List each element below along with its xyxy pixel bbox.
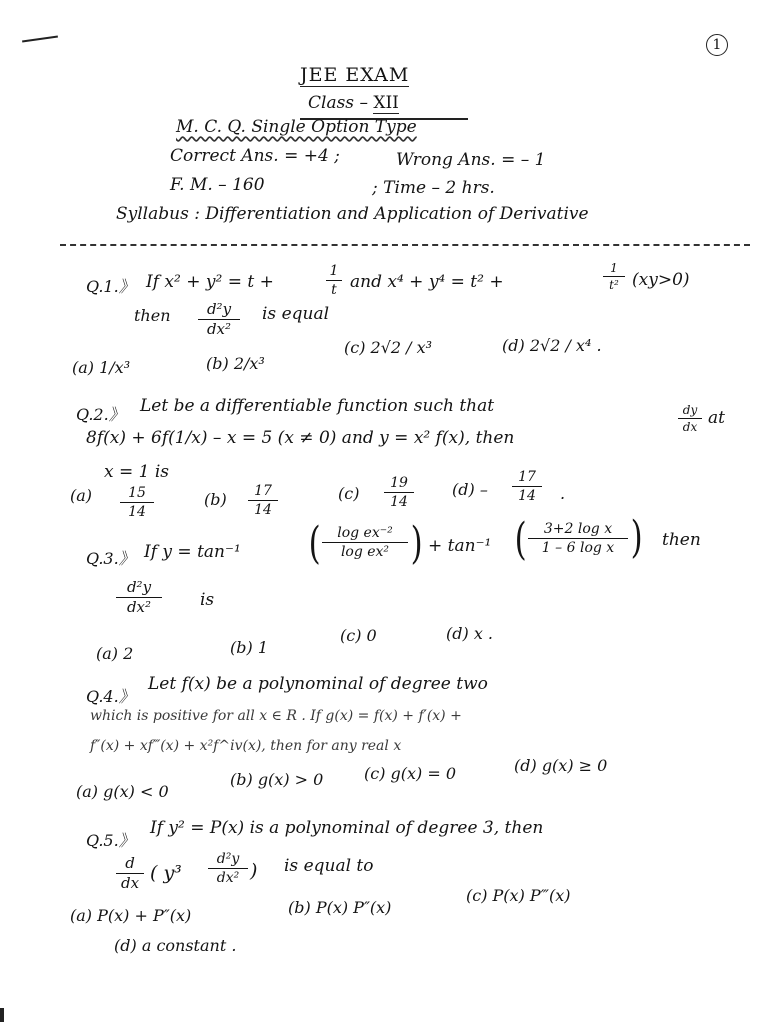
q1-is-equal: is equal [262, 304, 330, 324]
q2-line-1: Let be a differentiable function such that [140, 396, 495, 416]
q1-option-b: (b) 2/x³ [206, 354, 265, 373]
q3-paren-open-1: ( [308, 518, 321, 569]
question-type: M. C. Q. Single Option Type [176, 117, 417, 137]
class-value: XII [373, 93, 399, 113]
q3-option-b: (b) 1 [230, 638, 268, 657]
q1-condition: (xy>0) [632, 270, 690, 290]
q3-number: Q.3.》 [86, 549, 135, 568]
q5-line-1: If y² = P(x) is a polynominal of degree 3, then [150, 818, 544, 838]
exam-time: ; Time – 2 hrs. [372, 178, 495, 198]
q5-inner-left: ( y³ [150, 862, 182, 884]
q4-line-3: f″(x) + xf‴(x) + x²f^iv(x), then for any real x [90, 738, 402, 754]
q1-frac-2: 1 t² [603, 262, 625, 291]
q1-number: Q.1.》 [86, 277, 135, 296]
q5-option-c: (c) P(x) P‴(x) [466, 886, 571, 905]
q5-inner-frac: d²y dx² [208, 852, 248, 885]
q2-line-2: 8f(x) + 6f(1/x) – x = 5 (x ≠ 0) and y = x² f(x), then [86, 428, 515, 448]
q3-derivative: d²y dx² [116, 580, 162, 615]
class-line [308, 93, 399, 113]
q2-option-d-label: (d) – [452, 480, 488, 499]
q1-then: then [134, 306, 171, 325]
q3-then: then [662, 530, 701, 550]
section-divider [60, 244, 750, 246]
q1-text-1: If x² + y² = t + [146, 272, 274, 292]
marking-wrong: Wrong Ans. = – 1 [396, 150, 546, 170]
q5-option-b: (b) P(x) P″(x) [288, 898, 392, 917]
q3-paren-open-2: ( [514, 514, 527, 565]
q3-option-a: (a) 2 [96, 644, 134, 663]
q2-option-c-label: (c) [338, 484, 360, 503]
q5-d-dx: d dx [116, 856, 144, 891]
q2-option-d-end: . [560, 484, 566, 503]
q4-line-2: which is positive for all x ∈ R . If g(x) = f(x) + f′(x) + [90, 708, 462, 724]
q1-derivative: d²y dx² [198, 302, 240, 337]
class-dash: – [359, 93, 368, 113]
left-edge-mark [0, 1008, 4, 1022]
q1-frac-1: 1 t [326, 264, 342, 297]
q3-option-d: (d) x . [446, 624, 494, 643]
q2-at: at [708, 408, 725, 428]
q1-text-2: and x⁴ + y⁴ = t² + [350, 272, 504, 292]
q5-inner-right: ) [250, 860, 258, 882]
q5-number: Q.5.》 [86, 831, 135, 850]
q4-option-b: (b) g(x) > 0 [230, 770, 324, 789]
q4-option-a: (a) g(x) < 0 [76, 782, 169, 801]
q1-option-c: (c) 2√2 / x³ [344, 338, 433, 357]
q4-line-1: Let f(x) be a polynominal of degree two [148, 674, 488, 694]
q2-option-b-label: (b) [204, 490, 227, 509]
q3-paren-close-2: ) [630, 512, 643, 563]
q2-option-b-frac: 17 14 [248, 484, 278, 517]
q3-frac-1: log ex⁻² log ex² [322, 526, 408, 559]
q2-number: Q.2.》 [76, 405, 125, 424]
q2-option-d-frac: 17 14 [512, 470, 542, 503]
q1-option-a: (a) 1/x³ [72, 358, 131, 377]
page-number: 1 [706, 34, 728, 56]
q5-equal-to: is equal to [284, 856, 374, 876]
q2-line-3: x = 1 is [104, 462, 170, 482]
full-marks: F. M. – 160 [170, 175, 265, 195]
q3-option-c: (c) 0 [340, 626, 377, 645]
q3-paren-close-1: ) [410, 518, 423, 569]
q3-plus-tan: + tan⁻¹ [428, 536, 492, 556]
q3-if-y: If y = tan⁻¹ [144, 542, 241, 562]
corner-mark [22, 36, 58, 43]
q3-is: is [200, 590, 215, 610]
q3-frac-2: 3+2 log x 1 – 6 log x [528, 522, 628, 555]
syllabus: Syllabus : Differentiation and Application of Derivative [116, 204, 589, 224]
q4-number: Q.4.》 [86, 687, 135, 706]
q2-option-a-label: (a) [70, 486, 93, 505]
class-label: Class [308, 93, 355, 113]
q2-dydx: dy dx [678, 404, 702, 433]
q2-option-c-frac: 19 14 [384, 476, 414, 509]
q4-option-c: (c) g(x) = 0 [364, 764, 457, 783]
q2-option-a-frac: 15 14 [120, 486, 154, 519]
exam-title: JEE EXAM [300, 64, 410, 86]
marking-correct: Correct Ans. = +4 ; [170, 146, 340, 166]
q1-option-d: (d) 2√2 / x⁴ . [502, 336, 602, 355]
q5-option-a: (a) P(x) + P″(x) [70, 906, 192, 925]
q4-option-d: (d) g(x) ≥ 0 [514, 756, 608, 775]
q5-option-d: (d) a constant . [114, 936, 237, 955]
